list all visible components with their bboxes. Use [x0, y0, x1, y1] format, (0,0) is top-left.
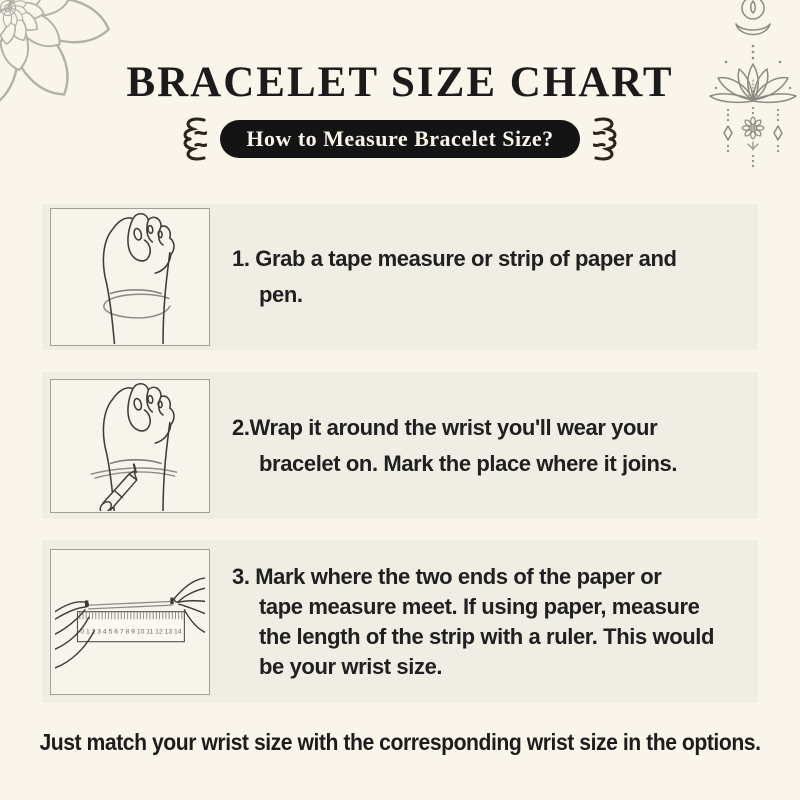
subtitle-row	[0, 117, 800, 161]
step-row-3	[42, 540, 758, 703]
step3-text	[232, 562, 714, 682]
step-text-line: tape measure meet. If using paper, measure	[259, 593, 700, 619]
step1-text	[232, 241, 677, 313]
hands-ruler-measuring-icon	[55, 551, 205, 693]
step-text-line: pen.	[259, 282, 303, 307]
step-text-line: 2.Wrap it around the wrist you'll wear your	[232, 414, 658, 440]
footer-note: Just match your wrist size with the corresponding wrist size in the options.	[39, 729, 761, 755]
step-text-line: be your wrist size.	[259, 653, 443, 679]
flourish-left-icon	[177, 115, 207, 163]
step3-illustration	[50, 549, 210, 695]
step-text-line: 3. Mark where the two ends of the paper or	[232, 563, 662, 589]
step-text-line: the length of the strip with a ruler. This would	[259, 623, 715, 649]
step-row-2	[42, 372, 758, 519]
step-text-line: bracelet on. Mark the place where it joins.	[259, 450, 678, 476]
subtitle-badge: How to Measure Bracelet Size?	[220, 120, 579, 158]
page-title: BRACELET SIZE CHART	[126, 59, 674, 106]
step2-text	[232, 410, 677, 482]
step1-illustration	[50, 208, 210, 346]
ruler-numbers: 0 1 2 3 4 5 6 7 8 9 10 11 12 13 14	[80, 627, 182, 635]
hand-fist-tape-icon	[52, 210, 208, 344]
hand-pen-marking-icon	[52, 380, 208, 511]
step-text-line: 1. Grab a tape measure or strip of paper and	[232, 246, 677, 271]
step2-illustration	[50, 379, 210, 513]
flourish-right-icon	[593, 115, 623, 163]
step-row-1	[42, 204, 758, 350]
